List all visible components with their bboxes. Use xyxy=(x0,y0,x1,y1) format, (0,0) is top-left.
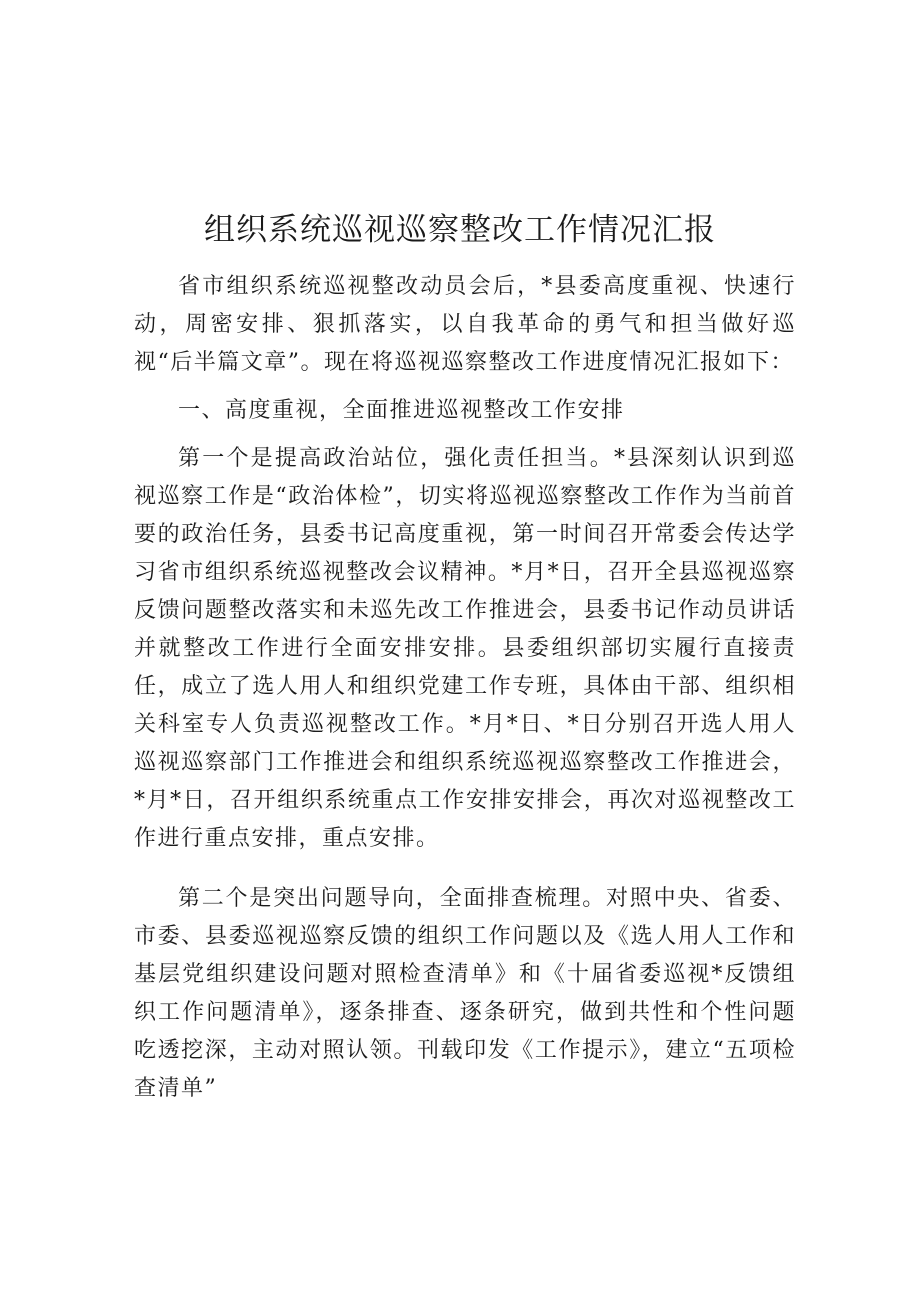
document-title: 组织系统巡视巡察整改工作情况汇报 xyxy=(204,212,716,248)
paragraph-intro: 省市组织系统巡视整改动员会后，*县委高度重视、快速行动，周密安排、狠抓落实，以自我革命的勇气和担当做好巡视“后半篇文章”。现在将巡视巡察整改工作进度情况汇报如下： xyxy=(134,274,796,375)
paragraph-political-stance: 第一个是提高政治站位，强化责任担当。*县深刻认识到巡视巡察工作是“政治体检”，切实将巡视巡察整改工作作为当前首要的政治任务，县委书记高度重视，第一时间召开常委会传达学习省市组织系统巡视整改会议精神。*月*日，召开全县巡视巡察反馈问题整改落实和未巡先改工作推进会，县委书记作动员讲话并就整改工作进行全面安排安排。县委组织部切实履行直接责任，成立了选人用人和组织党建工作专班，具体由干部、组织相关科室专人负责巡视整改工作。*月*日、*日分别召开选人用人巡视巡察部门工作推进会和组织系统巡视巡察整改工作推进会，*月*日，召开组织系统重点工作安排安排会，再次对巡视整改工作进行重点安排，重点安排。 xyxy=(134,446,796,851)
paragraph-problem-orientation: 第二个是突出问题导向，全面排查梳理。对照中央、省委、市委、县委巡视巡察反馈的组织工作问题以及《选人用人工作和基层党组织建设问题对照检查清单》和《十届省委巡视*反馈组织工作问题清单》，逐条排查、逐条研究，做到共性和个性问题吃透挖深，主动对照认领。刊载印发《工作提示》，建立“五项检查清单” xyxy=(134,886,796,1101)
section-heading-1: 一、高度重视，全面推进巡视整改工作安排 xyxy=(178,398,625,423)
document-body xyxy=(134,268,796,1108)
